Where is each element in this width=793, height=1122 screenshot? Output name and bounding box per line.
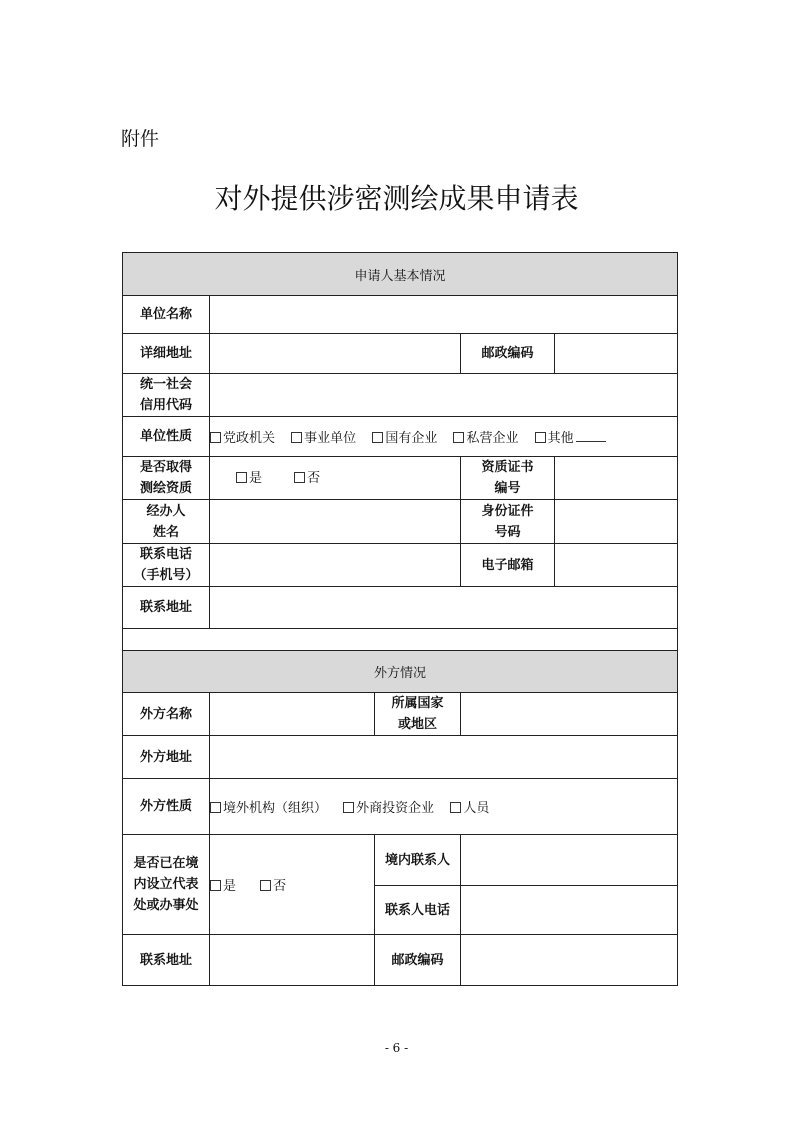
unit-name-label: 单位名称 [123,296,210,334]
postcode-field[interactable] [555,334,678,374]
address-label: 详细地址 [123,334,210,374]
option-public-institution[interactable]: 事业单位 [291,431,356,446]
label-line: 处或办事处 [133,898,199,913]
country-field[interactable] [461,693,678,736]
page-number: - 6 - [384,1041,409,1055]
option-yes[interactable]: 是 [210,879,236,894]
unit-name-field[interactable] [210,296,678,334]
contact-address-field[interactable] [210,587,678,629]
label-line: 测绘资质 [139,481,192,496]
foreign-name-field[interactable] [210,693,375,736]
handler-field[interactable] [210,500,461,544]
application-form-table [122,252,678,986]
address-field[interactable] [210,334,461,374]
email-field[interactable] [555,544,678,587]
postcode-label: 邮政编码 [461,334,555,374]
foreign-contact-address-field[interactable] [210,935,375,986]
label-line: 信用代码 [139,398,192,413]
option-foreign-invested[interactable]: 外商投资企业 [343,801,434,816]
contact-phone-label: 联系人电话 [375,886,461,935]
checkbox-icon[interactable] [291,432,302,443]
attachment-label: 附件 [121,128,160,150]
label-line: 是否已在境 [133,856,199,871]
country-label [375,693,461,736]
foreign-contact-address-label: 联系地址 [123,935,210,986]
page-title: 对外提供涉密测绘成果申请表 [214,182,579,215]
label-line: 身份证件 [481,503,534,519]
option-party-government[interactable]: 党政机关 [210,431,275,446]
credit-code-label [123,374,210,417]
option-no[interactable]: 否 [260,879,286,894]
foreign-postcode-label: 邮政编码 [375,935,461,986]
phone-field[interactable] [210,544,461,587]
foreign-address-field[interactable] [210,736,678,779]
option-state-owned[interactable]: 国有企业 [372,431,437,446]
email-label: 电子邮箱 [461,544,555,587]
label-line: 编号 [494,481,521,496]
option-yes[interactable]: 是 [236,471,262,486]
credit-code-field[interactable] [210,374,678,417]
id-no-field[interactable] [555,500,678,544]
option-other[interactable]: 其他 [535,431,606,446]
option-private-enterprise[interactable]: 私营企业 [453,431,518,446]
cert-no-label [461,457,555,500]
label-line: 联系电话 [139,547,192,562]
foreign-nature-label: 外方性质 [123,779,210,835]
foreign-nature-options [210,779,678,835]
checkbox-icon[interactable] [236,472,247,483]
label-line: 内设立代表 [133,877,199,892]
checkbox-icon[interactable] [372,432,383,443]
label-line: 统一社会 [139,377,192,392]
checkbox-icon[interactable] [260,880,271,891]
spacer-row [123,629,678,651]
cert-no-field[interactable] [555,457,678,500]
label-line: 经办人 [146,503,186,519]
label-line: （手机号） [133,568,199,583]
checkbox-icon[interactable] [343,802,354,813]
phone-label [123,544,210,587]
checkbox-icon[interactable] [453,432,464,443]
checkbox-icon[interactable] [210,880,221,891]
office-label [123,835,210,935]
checkbox-icon[interactable] [210,802,221,813]
qualification-options [210,457,461,500]
label-line: 号码 [494,524,521,540]
unit-nature-label: 单位性质 [123,417,210,457]
id-no-label [461,500,555,544]
foreign-address-label: 外方地址 [123,736,210,779]
label-line: 是否取得 [139,460,192,475]
label-line: 或地区 [397,717,437,732]
handler-label [123,500,210,544]
office-options [210,835,375,935]
applicant-section-header: 申请人基本情况 [123,253,678,296]
domestic-contact-field[interactable] [461,835,678,886]
checkbox-icon[interactable] [450,802,461,813]
option-overseas-organization[interactable]: 境外机构（组织） [210,801,327,816]
checkbox-icon[interactable] [535,432,546,443]
domestic-contact-label: 境内联系人 [375,835,461,886]
checkbox-icon[interactable] [210,432,221,443]
label-line: 资质证书 [481,460,534,475]
foreign-section-header: 外方情况 [123,651,678,693]
unit-nature-options [210,417,678,457]
contact-phone-field[interactable] [461,886,678,935]
option-individual[interactable]: 人员 [450,801,489,816]
foreign-name-label: 外方名称 [123,693,210,736]
label-line: 所属国家 [391,696,444,711]
option-no[interactable]: 否 [294,471,320,486]
foreign-postcode-field[interactable] [461,935,678,986]
qualification-label [123,457,210,500]
label-line: 姓名 [152,524,179,540]
checkbox-icon[interactable] [294,472,305,483]
other-blank-line[interactable] [576,430,606,442]
contact-address-label: 联系地址 [123,587,210,629]
